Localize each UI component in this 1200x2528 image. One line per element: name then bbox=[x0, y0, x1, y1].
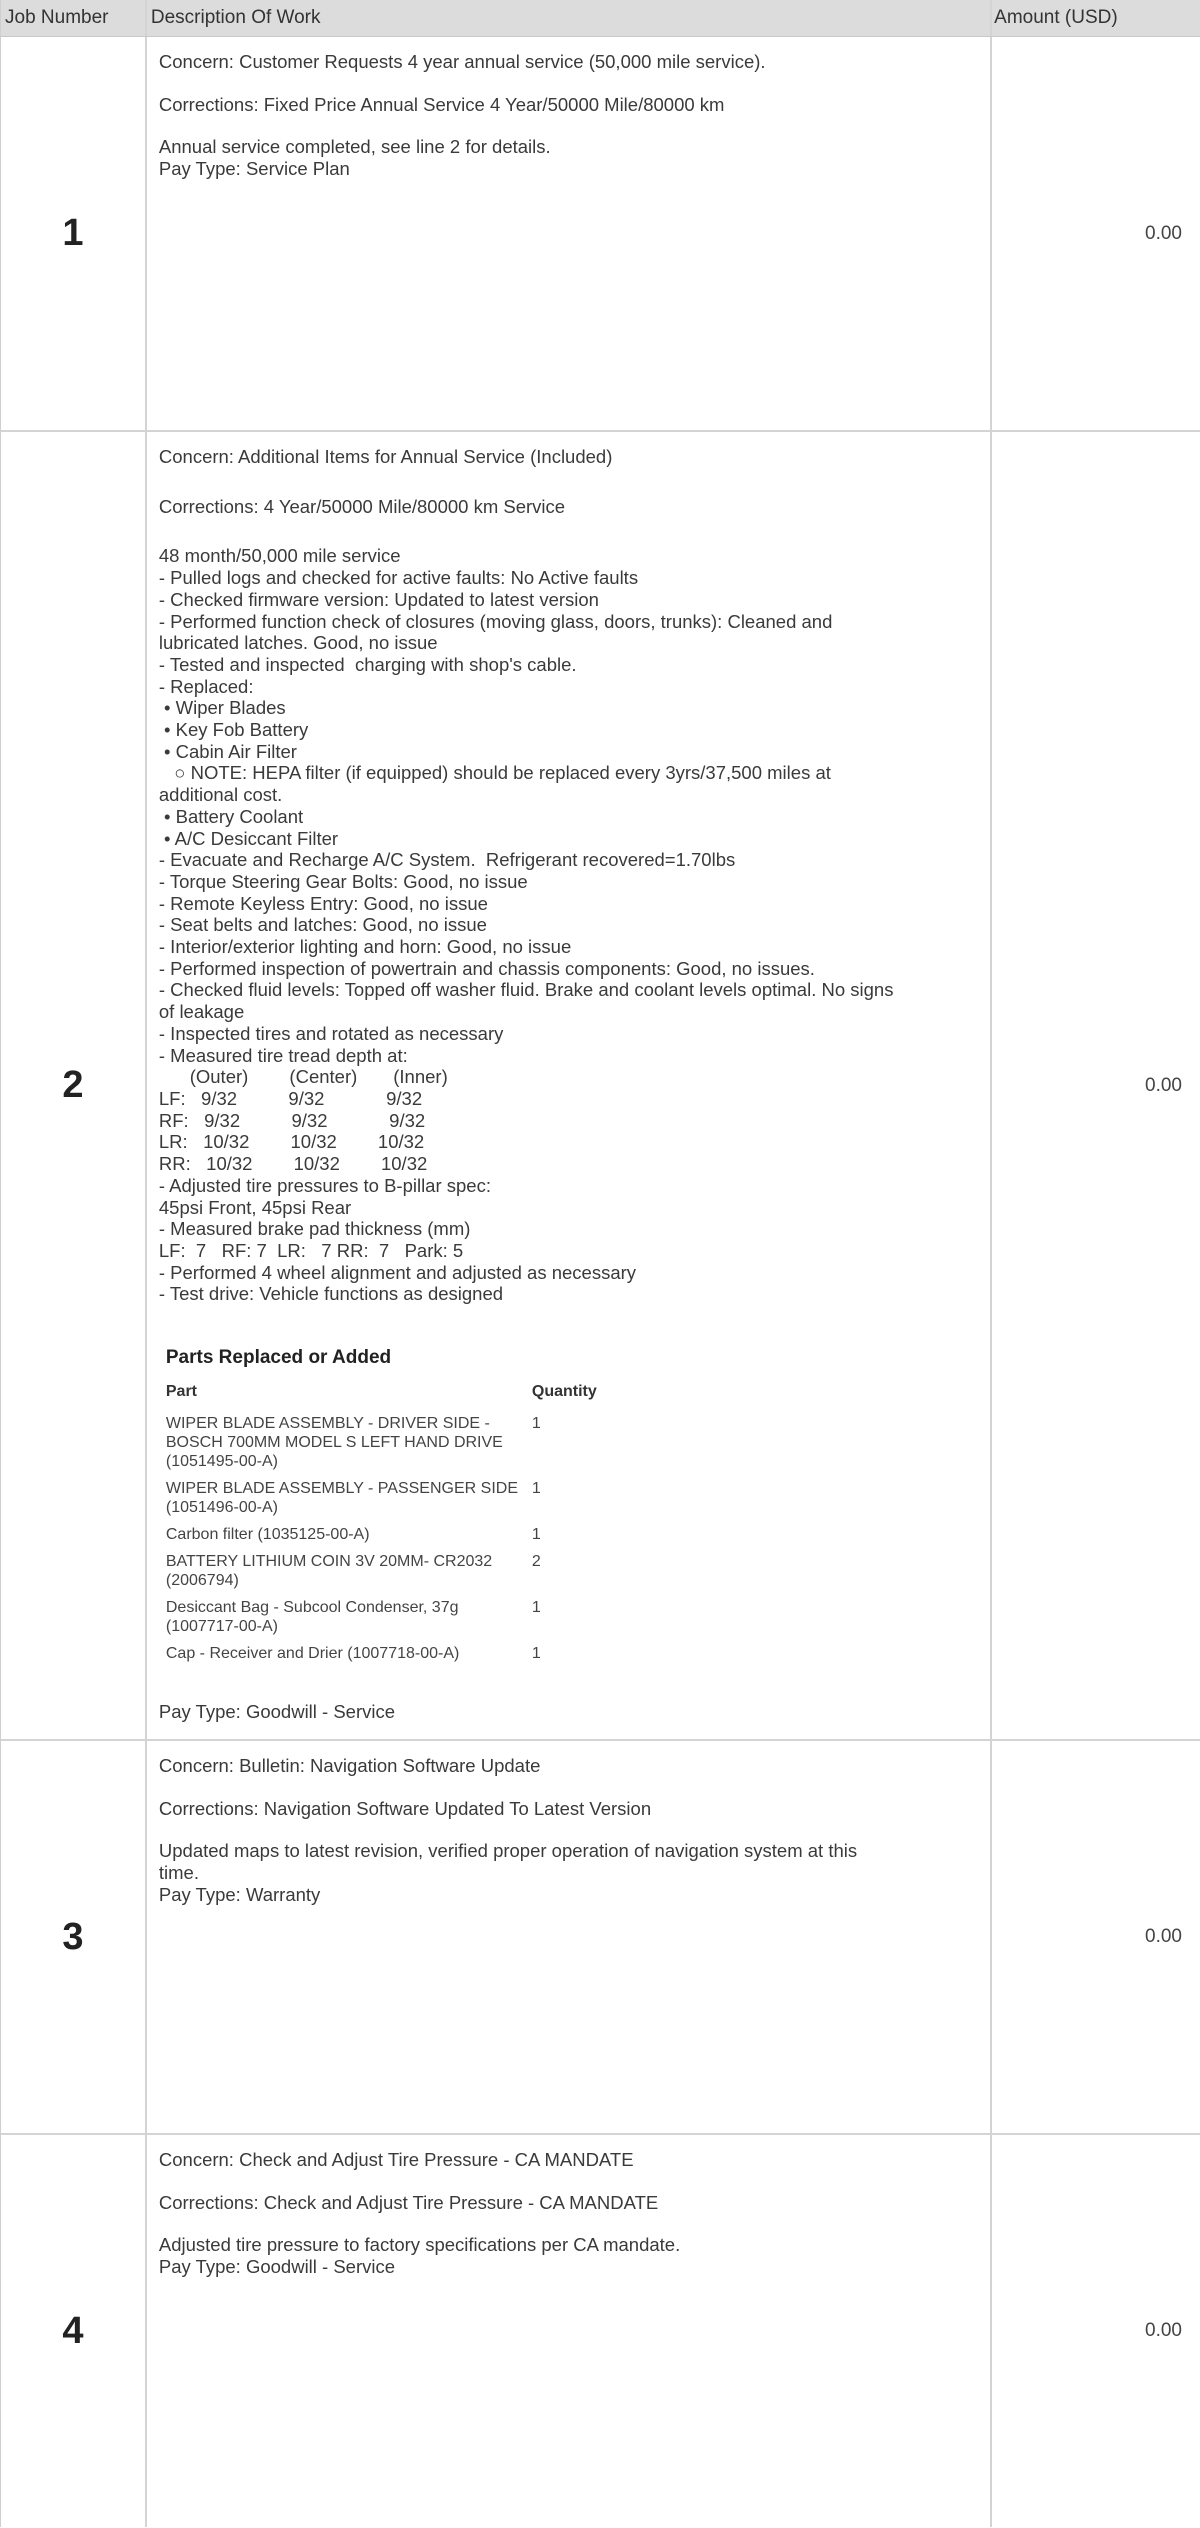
job-details bbox=[159, 545, 978, 1305]
parts-section bbox=[166, 1347, 978, 1671]
job-detail-line: additional cost. bbox=[158, 784, 283, 806]
part-quantity: 1 bbox=[531, 1480, 541, 1498]
parts-row bbox=[166, 1525, 605, 1552]
job-detail-line: - Performed inspection of powertrain and chassis components: Good, no issues. bbox=[158, 957, 815, 979]
job-concern: Concern: Additional Items for Annual Service (Included) bbox=[158, 446, 613, 467]
job-corrections: Corrections: Fixed Price Annual Service 4 Year/50000 Mile/80000 km bbox=[158, 93, 725, 115]
part-name: BATTERY LITHIUM COIN 3V 20MM- CR2032 (2006794) bbox=[165, 1553, 493, 1590]
job-amount: 0.00 bbox=[1145, 222, 1182, 244]
part-quantity: 1 bbox=[531, 1599, 541, 1617]
parts-col-quantity: Quantity bbox=[531, 1382, 597, 1400]
job-detail-line: Updated maps to latest revision, verified proper operation of navigation system at this bbox=[158, 1840, 858, 1862]
job-detail-line: - Tested and inspected charging with shop's cable. bbox=[158, 653, 577, 675]
job-detail-line: - Torque Steering Gear Bolts: Good, no issue bbox=[158, 870, 528, 892]
part-quantity: 1 bbox=[531, 1645, 541, 1663]
job-amount: 0.00 bbox=[1145, 1926, 1182, 1947]
job-detail-line: Adjusted tire pressure to factory specifications per CA mandate. bbox=[158, 2234, 681, 2256]
job-number: 3 bbox=[1, 1741, 147, 2133]
job-pay-type: Pay Type: Goodwill - Service bbox=[158, 2256, 396, 2278]
job-description bbox=[147, 2135, 992, 2527]
job-detail-line: - Performed function check of closures (moving glass, doors, trunks): Cleaned and bbox=[158, 610, 833, 632]
part-name: WIPER BLADE ASSEMBLY - DRIVER SIDE - BOSCH 700MM MODEL S LEFT HAND DRIVE (1051495-00-A) bbox=[165, 1415, 503, 1471]
job-detail-line: - Checked fluid levels: Topped off washer fluid. Brake and coolant levels optimal. No signs bbox=[158, 979, 894, 1001]
job-detail-line: RR: 10/32 10/32 10/32 bbox=[158, 1153, 428, 1175]
job-detail-line: - Measured tire tread depth at: bbox=[158, 1044, 408, 1066]
parts-col-part: Part bbox=[165, 1382, 197, 1400]
job-number: 1 bbox=[1, 37, 147, 430]
job-detail-line: 45psi Front, 45psi Rear bbox=[158, 1196, 352, 1218]
job-detail-line: • Battery Coolant bbox=[158, 805, 304, 827]
job-corrections: Corrections: Check and Adjust Tire Pressure - CA MANDATE bbox=[158, 2191, 659, 2213]
job-description bbox=[147, 432, 992, 1739]
header-description: Description Of Work bbox=[147, 0, 992, 36]
job-detail-line: RF: 9/32 9/32 9/32 bbox=[158, 1109, 426, 1131]
job-detail-line: • Wiper Blades bbox=[158, 697, 286, 719]
job-detail-line: - Inspected tires and rotated as necessary bbox=[158, 1022, 504, 1044]
job-detail-line: - Pulled logs and checked for active faults: No Active faults bbox=[158, 567, 639, 589]
header-amount: Amount (USD) bbox=[994, 7, 1118, 28]
job-pay-type: Pay Type: Service Plan bbox=[158, 158, 350, 180]
parts-row bbox=[166, 1598, 605, 1644]
job-number: 4 bbox=[1, 2135, 147, 2527]
parts-title: Parts Replaced or Added bbox=[165, 1347, 392, 1369]
job-concern: Concern: Customer Requests 4 year annual service (50,000 mile service). bbox=[158, 51, 766, 72]
part-name: Desiccant Bag - Subcool Condenser, 37g (1007717-00-A) bbox=[165, 1599, 459, 1636]
job-detail-line: LR: 10/32 10/32 10/32 bbox=[158, 1131, 425, 1153]
job-detail-line: LF: 9/32 9/32 9/32 bbox=[158, 1087, 423, 1109]
table-header bbox=[1, 0, 1200, 37]
job-detail-line: time. bbox=[158, 1862, 199, 1884]
job-row bbox=[1, 1741, 1200, 2135]
job-detail-line: • Key Fob Battery bbox=[158, 719, 309, 741]
job-detail-line: of leakage bbox=[158, 1001, 245, 1023]
job-detail-line: - Replaced: bbox=[158, 675, 254, 697]
job-detail-line: 48 month/50,000 mile service bbox=[158, 545, 401, 567]
job-detail-line: - Adjusted tire pressures to B-pillar spec: bbox=[158, 1174, 491, 1196]
parts-table bbox=[166, 1381, 605, 1672]
parts-row bbox=[166, 1479, 605, 1525]
job-row bbox=[1, 2135, 1200, 2527]
job-detail-line: - Remote Keyless Entry: Good, no issue bbox=[158, 892, 488, 914]
part-quantity: 1 bbox=[531, 1526, 541, 1544]
job-detail-line: lubricated latches. Good, no issue bbox=[158, 632, 438, 654]
job-detail-line: - Performed 4 wheel alignment and adjusted as necessary bbox=[158, 1261, 637, 1283]
job-detail-line: • A/C Desiccant Filter bbox=[158, 827, 339, 849]
job-detail-line: - Evacuate and Recharge A/C System. Refrigerant recovered=1.70lbs bbox=[158, 849, 736, 871]
header-job-number: Job Number bbox=[1, 0, 147, 36]
job-detail-line: - Seat belts and latches: Good, no issue bbox=[158, 914, 487, 936]
job-detail-line: - Checked firmware version: Updated to latest version bbox=[158, 588, 599, 610]
job-detail-line: Annual service completed, see line 2 for details. bbox=[158, 136, 551, 158]
job-detail-line: - Interior/exterior lighting and horn: Good, no issue bbox=[158, 936, 572, 958]
parts-row bbox=[166, 1414, 605, 1479]
part-name: WIPER BLADE ASSEMBLY - PASSENGER SIDE (1051496-00-A) bbox=[165, 1480, 518, 1517]
job-detail-line: LF: 7 RF: 7 LR: 7 RR: 7 Park: 5 bbox=[158, 1239, 464, 1261]
job-detail-line: - Measured brake pad thickness (mm) bbox=[158, 1218, 471, 1240]
job-number: 2 bbox=[1, 432, 147, 1739]
part-name: Cap - Receiver and Drier (1007718-00-A) bbox=[165, 1645, 460, 1663]
job-detail-line: ○ NOTE: HEPA filter (if equipped) should be replaced every 3yrs/37,500 miles at bbox=[158, 762, 831, 784]
job-concern: Concern: Bulletin: Navigation Software Update bbox=[158, 1755, 541, 1776]
job-concern: Concern: Check and Adjust Tire Pressure - CA MANDATE bbox=[158, 2149, 634, 2170]
part-quantity: 2 bbox=[531, 1553, 541, 1571]
job-row bbox=[1, 37, 1200, 432]
job-row bbox=[1, 432, 1200, 1741]
job-description bbox=[147, 37, 992, 430]
part-quantity: 1 bbox=[531, 1415, 541, 1433]
parts-row bbox=[166, 1644, 605, 1671]
part-name: Carbon filter (1035125-00-A) bbox=[165, 1526, 370, 1544]
parts-row bbox=[166, 1552, 605, 1598]
job-detail-line: • Cabin Air Filter bbox=[158, 740, 297, 762]
job-detail-line: - Test drive: Vehicle functions as designed bbox=[158, 1283, 504, 1305]
job-pay-type: Pay Type: Goodwill - Service bbox=[158, 1701, 396, 1723]
job-amount: 0.00 bbox=[1145, 2320, 1182, 2341]
job-description bbox=[147, 1741, 992, 2133]
job-detail-line: (Outer) (Center) (Inner) bbox=[158, 1066, 448, 1088]
job-pay-type: Pay Type: Warranty bbox=[158, 1883, 321, 1905]
job-corrections: Corrections: 4 Year/50000 Mile/80000 km Service bbox=[158, 495, 566, 517]
job-corrections: Corrections: Navigation Software Updated To Latest Version bbox=[158, 1797, 652, 1819]
job-amount: 0.00 bbox=[1145, 1074, 1182, 1096]
